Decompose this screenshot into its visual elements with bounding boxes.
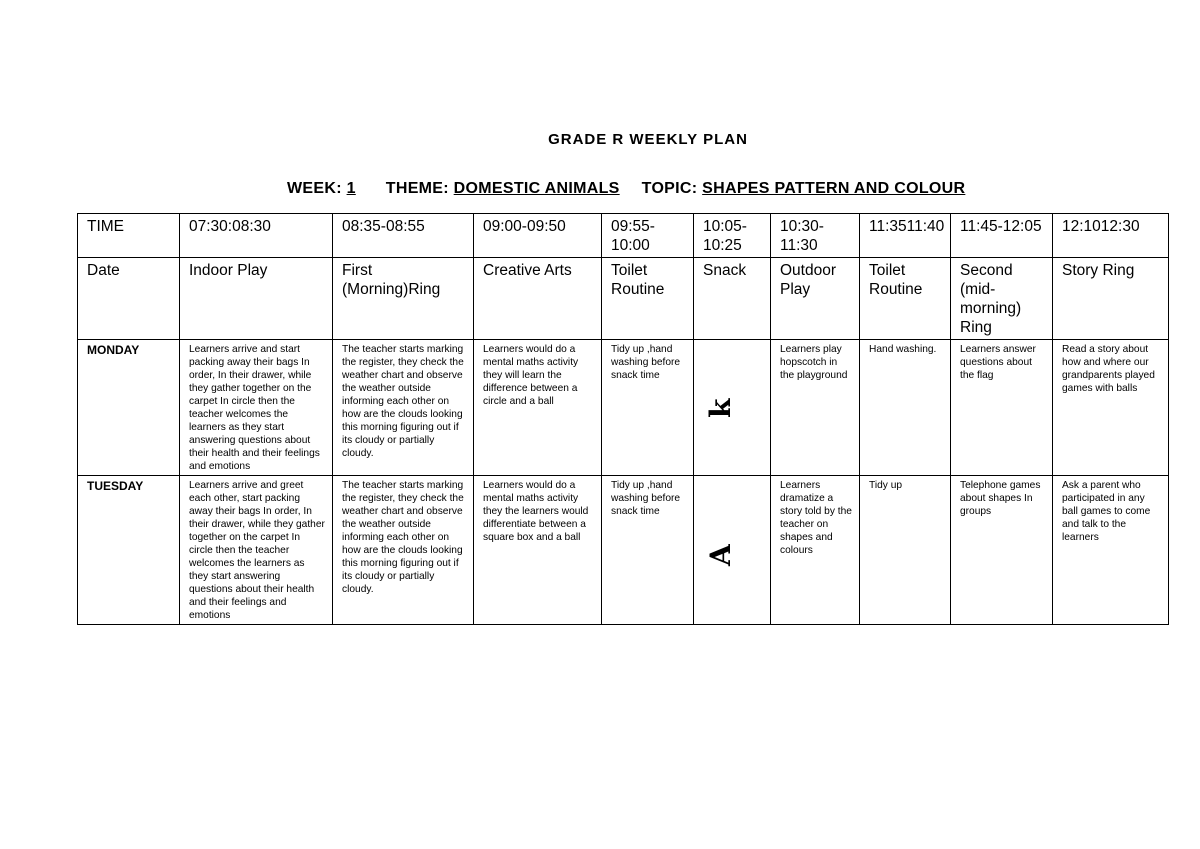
monday-row [78, 340, 1169, 476]
day-label: TUESDAY [78, 476, 180, 625]
story-ring-cell: Read a story about how and where our grandparents played games with balls [1053, 340, 1169, 476]
activity-cell: Toilet Routine [860, 258, 951, 340]
time-cell: 08:35-08:55 [333, 214, 474, 258]
outdoor-play-cell: Learners play hopscotch in the playground [771, 340, 860, 476]
snack-cell [694, 476, 771, 625]
activity-cell: Creative Arts [474, 258, 602, 340]
week-theme-topic-line [287, 180, 965, 198]
snack-cell [694, 340, 771, 476]
first-ring-cell: The teacher starts marking the register, they check the weather chart and observe the weather outside informing each other on how are the clouds looking this morning figuring out if its cloudy or partially cloudy. [333, 476, 474, 625]
time-cell: 10:05-10:25 [694, 214, 771, 258]
indoor-play-cell: Learners arrive and start packing away their bags In order, In their drawer, while they gather together on the carpet In circle then the teacher welcomes the learners as they start answering questions about their health and their feelings and emotions [180, 340, 333, 476]
date-header: Date [78, 258, 180, 340]
activity-cell: Snack [694, 258, 771, 340]
activity-cell: Story Ring [1053, 258, 1169, 340]
story-ring-cell: Ask a parent who participated in any ball games to come and talk to the learners [1053, 476, 1169, 625]
creative-arts-cell: Learners would do a mental maths activity they will learn the difference between a circle and a ball [474, 340, 602, 476]
week-label: WEEK: [287, 180, 342, 197]
activity-cell: Second (mid-morning) Ring [951, 258, 1053, 340]
page-title: GRADE R WEEKLY PLAN [548, 131, 748, 148]
time-cell: 07:30:08:30 [180, 214, 333, 258]
snack-vertical-letter: A [704, 544, 737, 566]
toilet-routine-cell: Tidy up [860, 476, 951, 625]
time-cell: 11:3511:40 [860, 214, 951, 258]
creative-arts-cell: Learners would do a mental maths activity they the learners would differentiate between a square box and a ball [474, 476, 602, 625]
first-ring-cell: The teacher starts marking the register, they check the weather chart and observe the weather outside informing each other on how are the clouds looking this morning figuring out if its cloudy or partially cloudy. [333, 340, 474, 476]
time-row [78, 214, 1169, 258]
toilet-routine-cell: Tidy up ,hand washing before snack time [602, 340, 694, 476]
day-label: MONDAY [78, 340, 180, 476]
activity-row [78, 258, 1169, 340]
activity-cell: Outdoor Play [771, 258, 860, 340]
topic-value: SHAPES PATTERN AND COLOUR [702, 180, 966, 197]
toilet-routine-cell: Hand washing. [860, 340, 951, 476]
theme-value: DOMESTIC ANIMALS [453, 180, 620, 197]
time-cell: 12:1012:30 [1053, 214, 1169, 258]
tuesday-row [78, 476, 1169, 625]
weekly-plan-table [77, 213, 1169, 625]
time-cell: 09:55-10:00 [602, 214, 694, 258]
outdoor-play-cell: Learners dramatize a story told by the teacher on shapes and colours [771, 476, 860, 625]
time-header: TIME [78, 214, 180, 258]
activity-cell: Indoor Play [180, 258, 333, 340]
week-value: 1 [346, 180, 356, 197]
toilet-routine-cell: Tidy up ,hand washing before snack time [602, 476, 694, 625]
second-ring-cell: Learners answer questions about the flag [951, 340, 1053, 476]
activity-cell: Toilet Routine [602, 258, 694, 340]
time-cell: 10:30-11:30 [771, 214, 860, 258]
time-cell: 11:45-12:05 [951, 214, 1053, 258]
indoor-play-cell: Learners arrive and greet each other, start packing away their bags In order, In their drawer, while they gather together on the carpet In circle then the teacher welcomes the learners as they start answering questions about their health and their feelings and emotions [180, 476, 333, 625]
time-cell: 09:00-09:50 [474, 214, 602, 258]
snack-vertical-letter: k [704, 398, 737, 418]
topic-label: TOPIC: [641, 180, 698, 197]
activity-cell: First (Morning)Ring [333, 258, 474, 340]
second-ring-cell: Telephone games about shapes In groups [951, 476, 1053, 625]
theme-label: THEME: [385, 180, 449, 197]
